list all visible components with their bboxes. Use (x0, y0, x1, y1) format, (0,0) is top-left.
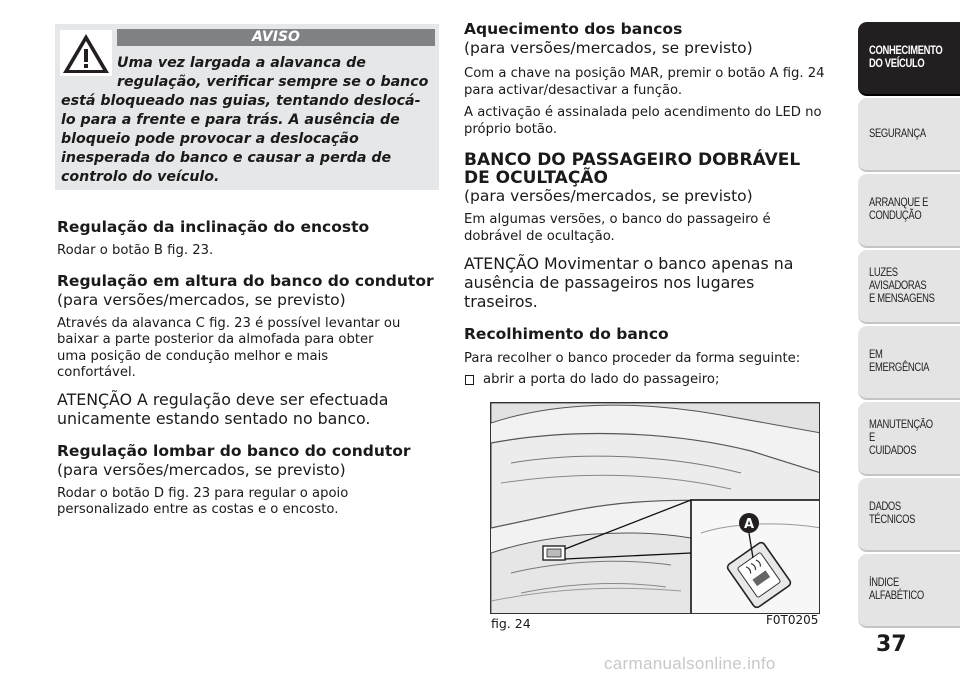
seat-heating-illustration (491, 403, 820, 614)
left-column (57, 218, 447, 519)
section-text: A activação é assinalada pelo acendimento do LED no próprio botão. (464, 105, 822, 137)
tab-dados-tecnicos[interactable]: DADOS TÉCNICOS (858, 478, 960, 552)
section-heading: Regulação lombar do banco do condutor (57, 441, 411, 460)
section-text: Para recolher o banco proceder da forma seguinte: (464, 351, 801, 366)
tab-manutencao-e-cuidados[interactable]: MANUTENÇÃO E CUIDADOS (858, 402, 960, 476)
tab-conhecimento-do-veiculo[interactable]: CONHECIMENTO DO VEÍCULO (858, 22, 960, 96)
warning-title: AVISO (117, 29, 435, 46)
section-heading: Aquecimento dos bancos (464, 20, 683, 38)
figure-caption: fig. 24 (491, 616, 531, 631)
section-heading: BANCO DO PASSAGEIRO DOBRÁVEL DE OCULTAÇÃO (464, 150, 801, 188)
section-subheading: (para versões/mercados, se previsto) (57, 290, 346, 309)
figure-code: F0T0205 (766, 613, 819, 627)
attention-note: ATENÇÃO Movimentar o banco apenas na ausência de passageiros nos lugares traseiros. (464, 254, 794, 311)
section-text: Com a chave na posição MAR, premir o botão A fig. 24 para activar/desactivar a função. (464, 66, 825, 98)
section-text: Rodar o botão D fig. 23 para regular o apoio personalizado entre as costas e o encosto. (57, 485, 349, 517)
tab-em-emergencia[interactable]: EM EMERGÊNCIA (858, 326, 960, 400)
section-heading: Regulação em altura do banco do condutor (57, 271, 434, 290)
section-text: Em algumas versões, o banco do passageiro é dobrável de ocultação. (464, 212, 771, 244)
list-item: abrir a porta do lado do passageiro; (464, 372, 830, 389)
tab-arranque-e-conducao[interactable]: ARRANQUE E CONDUÇÃO (858, 174, 960, 248)
checkbox-square-icon (465, 375, 474, 385)
warning-text: Uma vez largada a alavanca de regulação, verificar sempre se o banco está bloqueado nas guias, tentando deslocá-lo para a frente e para trás. A ausência de bloqueio pode provocar a deslocação inesperada do banco e causar a perda de controlo do veículo. (61, 55, 429, 185)
page-number: 37 (876, 632, 907, 657)
warning-box (55, 24, 439, 190)
tab-indice-alfabetico[interactable]: ÍNDICE ALFABÉTICO (858, 554, 960, 628)
section-subheading: (para versões/mercados, se previsto) (57, 460, 346, 479)
figure-callout-a: A (743, 517, 755, 532)
section-heading: Regulação da inclinação do encosto (57, 218, 370, 236)
attention-note: ATENÇÃO A regulação deve ser efectuada unicamente estando sentado no banco. (57, 389, 389, 428)
section-heading: Recolhimento do banco (464, 325, 669, 343)
section-text: Através da alavanca C fig. 23 é possível levantar ou baixar a parte posterior da almofada para obter uma posição de condução melhor e mais confortável. (57, 315, 401, 380)
tab-luzes-avisadoras[interactable]: LUZES AVISADORAS E MENSAGENS (858, 250, 960, 324)
watermark: carmanualsonline.info (604, 654, 776, 673)
section-subheading: (para versões/mercados, se previsto) (464, 39, 753, 57)
section-subheading: (para versões/mercados, se previsto) (464, 187, 753, 205)
section-text: Rodar o botão B fig. 23. (57, 243, 214, 258)
tab-seguranca[interactable]: SEGURANÇA (858, 98, 960, 172)
right-column (464, 20, 830, 388)
figure-24-illustration (490, 402, 820, 614)
